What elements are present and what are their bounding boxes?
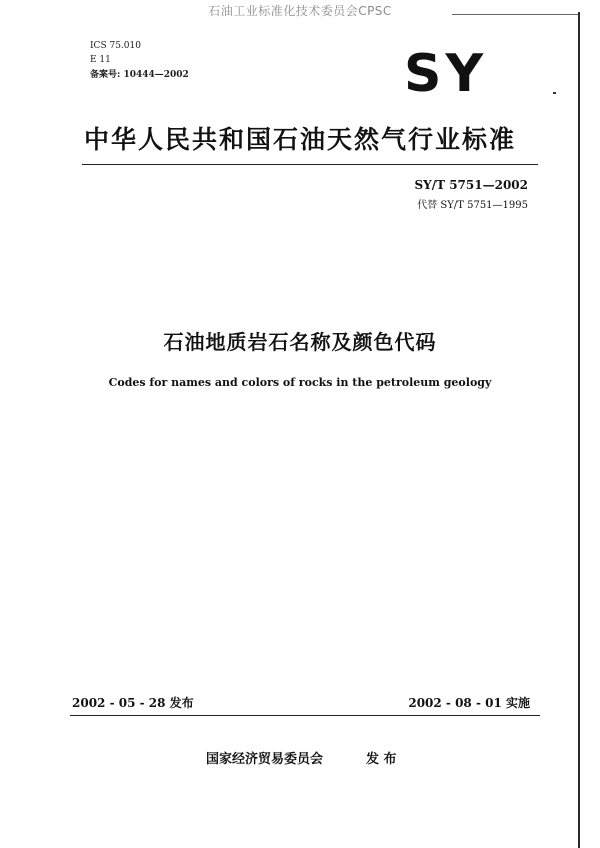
document-title-english: Codes for names and colors of rocks in the petroleum geology — [108, 376, 492, 389]
issuing-authority: 国家经济贸易委员会 — [206, 752, 324, 767]
ics-code: ICS 75.010 — [90, 41, 141, 51]
sy-logo: SY — [404, 44, 488, 104]
issue-label: 发 布 — [366, 752, 397, 767]
classification-code: E 11 — [90, 55, 111, 65]
watermark: 石油工业标准化技术委员会CPSC — [208, 4, 392, 18]
implementation-date: 2002 - 08 - 01 实施 — [408, 696, 530, 710]
document-title-chinese: 石油地质岩石名称及颜色代码 — [163, 330, 437, 354]
record-number: 备案号: 10444—2002 — [90, 70, 189, 80]
scan-speck — [553, 92, 556, 94]
header-divider — [82, 164, 538, 165]
footer-divider — [70, 715, 540, 716]
standard-header-title: 中华人民共和国石油天然气行业标准 — [83, 125, 516, 154]
standard-number: SY/T 5751—2002 — [414, 178, 528, 192]
issue-date: 2002 - 05 - 28 发布 — [72, 696, 194, 710]
top-border-line — [452, 14, 580, 15]
replaces-standard: 代替 SY/T 5751—1995 — [417, 200, 528, 211]
